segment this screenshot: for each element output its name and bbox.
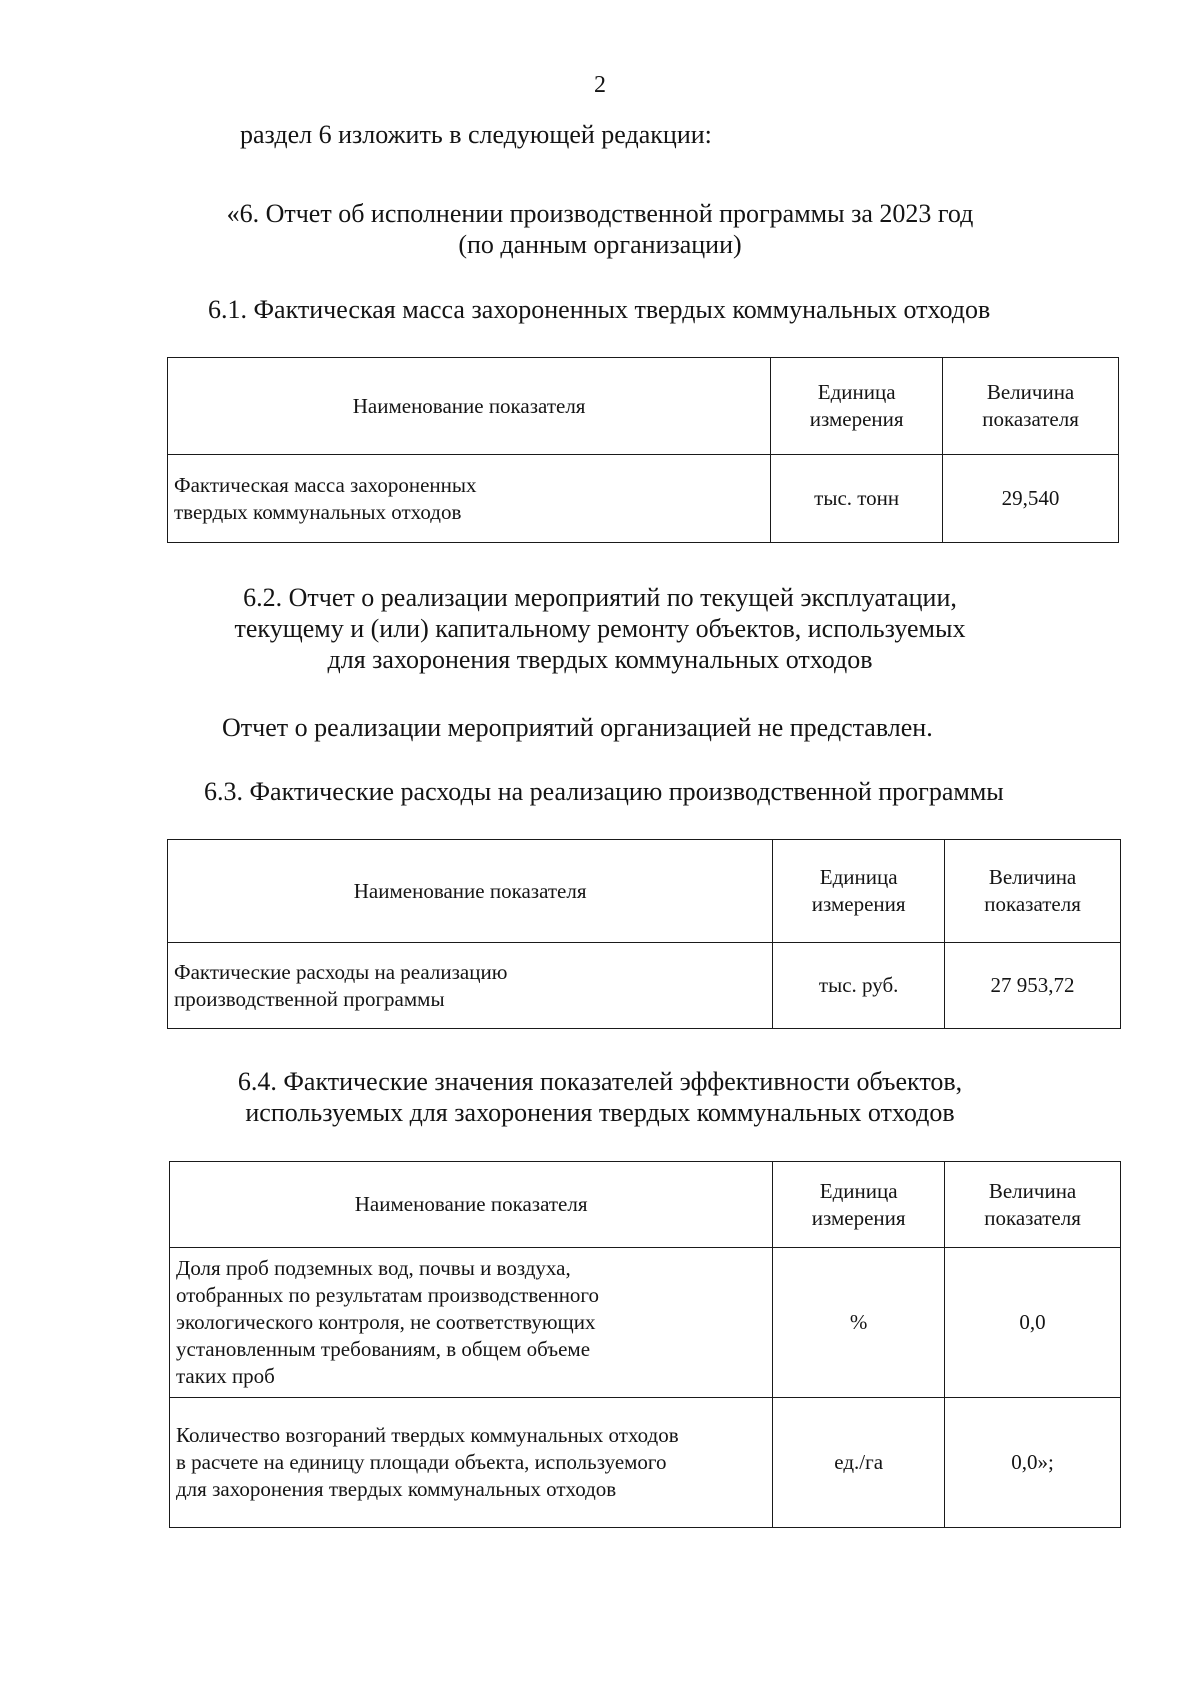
row-name-line: таких проб — [176, 1364, 275, 1388]
table-header-row — [168, 840, 1121, 943]
header-unit — [773, 840, 945, 943]
section-6-3-title: 6.3. Фактические расходы на реализацию производственной программы — [204, 777, 1004, 806]
section-6-2-title-line-3: для захоронения твердых коммунальных отходов — [327, 645, 873, 674]
table-row — [170, 1248, 1121, 1398]
header-name: Наименование показателя — [168, 358, 771, 455]
row-unit: тыс. тонн — [771, 455, 943, 543]
header-name: Наименование показателя — [168, 840, 773, 943]
section-6-4-title-line-2: используемых для захоронения твердых коммунальных отходов — [245, 1098, 955, 1127]
row-name-line: Количество возгораний твердых коммунальных отходов — [176, 1423, 679, 1447]
table-header-row — [168, 358, 1119, 455]
intro-text: раздел 6 изложить в следующей редакции: — [240, 120, 712, 149]
section-6-title-line-2: (по данным организации) — [458, 230, 742, 259]
row-name-line: в расчете на единицу площади объекта, используемого — [176, 1450, 667, 1474]
header-value — [945, 840, 1121, 943]
row-name-line: для захоронения твердых коммунальных отходов — [176, 1477, 617, 1501]
row-name — [168, 455, 771, 543]
row-unit: тыс. руб. — [773, 943, 945, 1029]
header-value-line-2: показателя — [982, 407, 1079, 431]
row-value: 0,0 — [945, 1248, 1121, 1398]
row-value: 29,540 — [943, 455, 1119, 543]
header-unit-line-1: Единица — [819, 1178, 898, 1203]
header-unit-line-1: Единица — [819, 865, 898, 889]
row-value: 0,0»; — [945, 1398, 1121, 1528]
header-value-line-1: Величина — [986, 380, 1075, 404]
row-name-line: Фактическая масса захороненных — [174, 472, 477, 497]
section-6-1-title: 6.1. Фактическая масса захороненных твердых коммунальных отходов — [208, 295, 991, 324]
header-value-line-2: показателя — [984, 892, 1081, 916]
header-unit — [773, 1162, 945, 1248]
table-header-row — [170, 1162, 1121, 1248]
header-value-line-1: Величина — [988, 1178, 1077, 1203]
header-unit-line-1: Единица — [817, 380, 896, 404]
row-name — [168, 943, 773, 1029]
row-name-line: экологического контроля, не соответствующих — [176, 1310, 596, 1334]
section-6-4-title-line-1: 6.4. Фактические значения показателей эффективности объектов, — [237, 1067, 963, 1096]
row-unit: % — [773, 1248, 945, 1398]
table-row — [170, 1398, 1121, 1528]
row-value: 27 953,72 — [945, 943, 1121, 1029]
header-unit-line-2: измерения — [809, 407, 904, 431]
table-6-4 — [169, 1161, 1121, 1528]
page-number: 2 — [594, 72, 606, 98]
section-6-2-note: Отчет о реализации мероприятий организацией не представлен. — [222, 713, 933, 742]
row-name-line: твердых коммунальных отходов — [174, 499, 462, 524]
row-name — [170, 1248, 773, 1398]
header-value — [945, 1162, 1121, 1248]
row-unit: ед./га — [773, 1398, 945, 1528]
header-unit-line-2: измерения — [811, 892, 906, 916]
table-row — [168, 455, 1119, 543]
row-name-line: Доля проб подземных вод, почвы и воздуха, — [176, 1256, 571, 1280]
row-name-line: установленным требованиям, в общем объеме — [176, 1337, 591, 1361]
table-row — [168, 943, 1121, 1029]
section-6-2-title-line-2: текущему и (или) капитальному ремонту объектов, используемых — [234, 614, 966, 643]
row-name-line: производственной программы — [174, 986, 445, 1011]
header-name: Наименование показателя — [170, 1162, 773, 1248]
section-6-title-line-1: «6. Отчет об исполнении производственной программы за 2023 год — [226, 199, 974, 228]
header-unit-line-2: измерения — [811, 1205, 906, 1230]
header-value-line-1: Величина — [988, 865, 1077, 889]
section-6-2-title-line-1: 6.2. Отчет о реализации мероприятий по текущей эксплуатации, — [243, 583, 957, 612]
header-unit — [771, 358, 943, 455]
header-value — [943, 358, 1119, 455]
header-value-line-2: показателя — [984, 1205, 1081, 1230]
row-name-line: Фактические расходы на реализацию — [174, 959, 508, 984]
row-name — [170, 1398, 773, 1528]
table-6-1 — [167, 357, 1119, 543]
table-6-3 — [167, 839, 1121, 1029]
row-name-line: отобранных по результатам производственного — [176, 1283, 600, 1307]
